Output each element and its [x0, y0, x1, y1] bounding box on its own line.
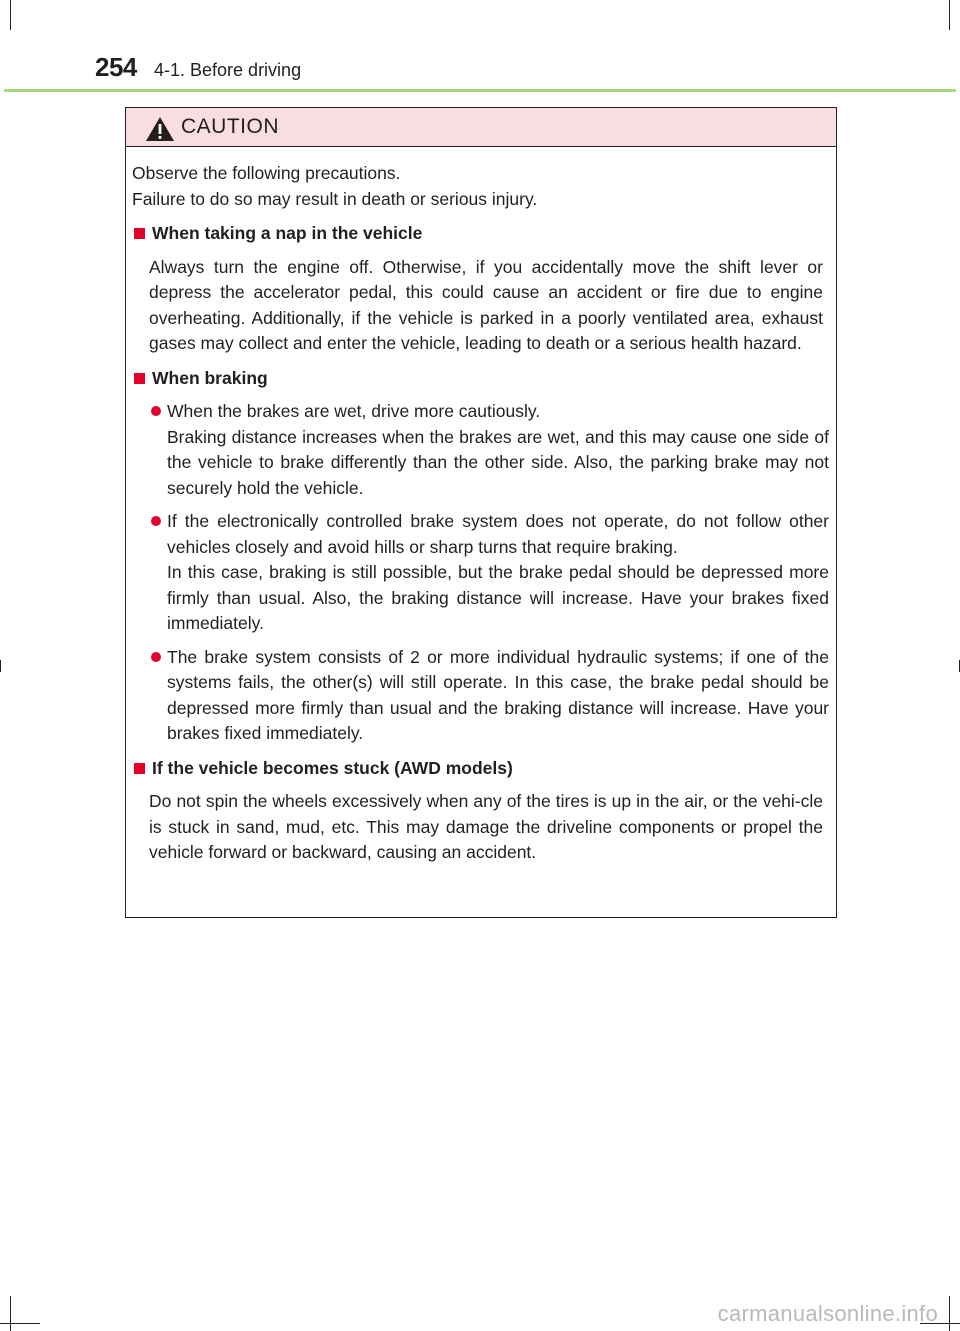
round-bullet-icon	[151, 652, 161, 662]
crop-mark	[10, 1296, 11, 1331]
section-title: 4-1. Before driving	[154, 60, 302, 80]
square-bullet-icon	[134, 373, 145, 384]
list-item	[132, 509, 829, 637]
caution-body	[126, 147, 836, 866]
header-divider	[4, 89, 956, 92]
crop-mark	[949, 1296, 950, 1331]
square-bullet-icon	[134, 228, 145, 239]
crop-mark	[949, 0, 950, 30]
nap-paragraph: Always turn the engine off. Otherwise, if you accidentally move the shift lever or depress the accelerator pedal, this could cause an accident or fire due to engine overheating. Additionally, if the vehicle is parked in a poorly ventilated area, exhaust gases may collect and enter the vehicle, leading to death or a serious health hazard.	[149, 256, 823, 353]
warning-triangle-icon	[145, 116, 175, 142]
heading-text: If the vehicle becomes stuck (AWD models)	[152, 757, 513, 778]
round-bullet-icon	[151, 516, 161, 526]
square-bullet-icon	[134, 763, 145, 774]
section-heading-stuck	[132, 756, 829, 782]
stuck-paragraph: Do not spin the wheels excessively when any of the tires is up in the air, or the vehi-cle is stuck in sand, mud, etc. This may damage the driveline components or propel the vehicle forward or backward, causing an accident.	[149, 791, 823, 862]
crop-mark	[10, 0, 11, 30]
bullet-line: Braking distance increases when the brakes are wet, and this may cause one side of the vehicle to brake differently than the other side. Also, the parking brake may not securely hold the vehicle.	[167, 426, 829, 498]
crop-mark	[0, 660, 1, 672]
intro-text	[132, 161, 829, 212]
crop-mark	[0, 1323, 40, 1324]
page-number: 254	[95, 52, 137, 82]
bullet-line: The brake system consists of 2 or more individual hydraulic systems; if one of the systems fails, the other(s) will still operate. In this case, the brake pedal should be depressed more firmly than usual and the braking distance will increase. Have your brakes fixed immediately.	[167, 646, 829, 743]
caution-header	[126, 108, 836, 147]
intro-line: Failure to do so may result in death or serious injury.	[132, 188, 538, 209]
watermark-logo: carmanualsonline.info	[717, 1301, 938, 1326]
list-item	[132, 645, 829, 747]
bullet-line: When the brakes are wet, drive more cautiously.	[167, 401, 541, 421]
bullet-line: If the electronically controlled brake system does not operate, do not follow other vehicles closely and avoid hills or sharp turns that require braking.	[167, 511, 829, 557]
list-item	[132, 399, 829, 501]
intro-line: Observe the following precautions.	[132, 163, 401, 183]
round-bullet-icon	[151, 406, 161, 416]
bullet-line: In this case, braking is still possible, but the brake pedal should be depressed more firmly than usual. Also, the braking distance will increase. Have your brakes fixed immediately.	[167, 562, 829, 633]
caution-box	[125, 107, 837, 918]
section-heading-nap	[132, 221, 829, 247]
caution-label: CAUTION	[181, 115, 279, 138]
section-heading-braking	[132, 366, 829, 392]
heading-text: When taking a nap in the vehicle	[152, 223, 423, 243]
heading-text: When braking	[152, 367, 268, 388]
